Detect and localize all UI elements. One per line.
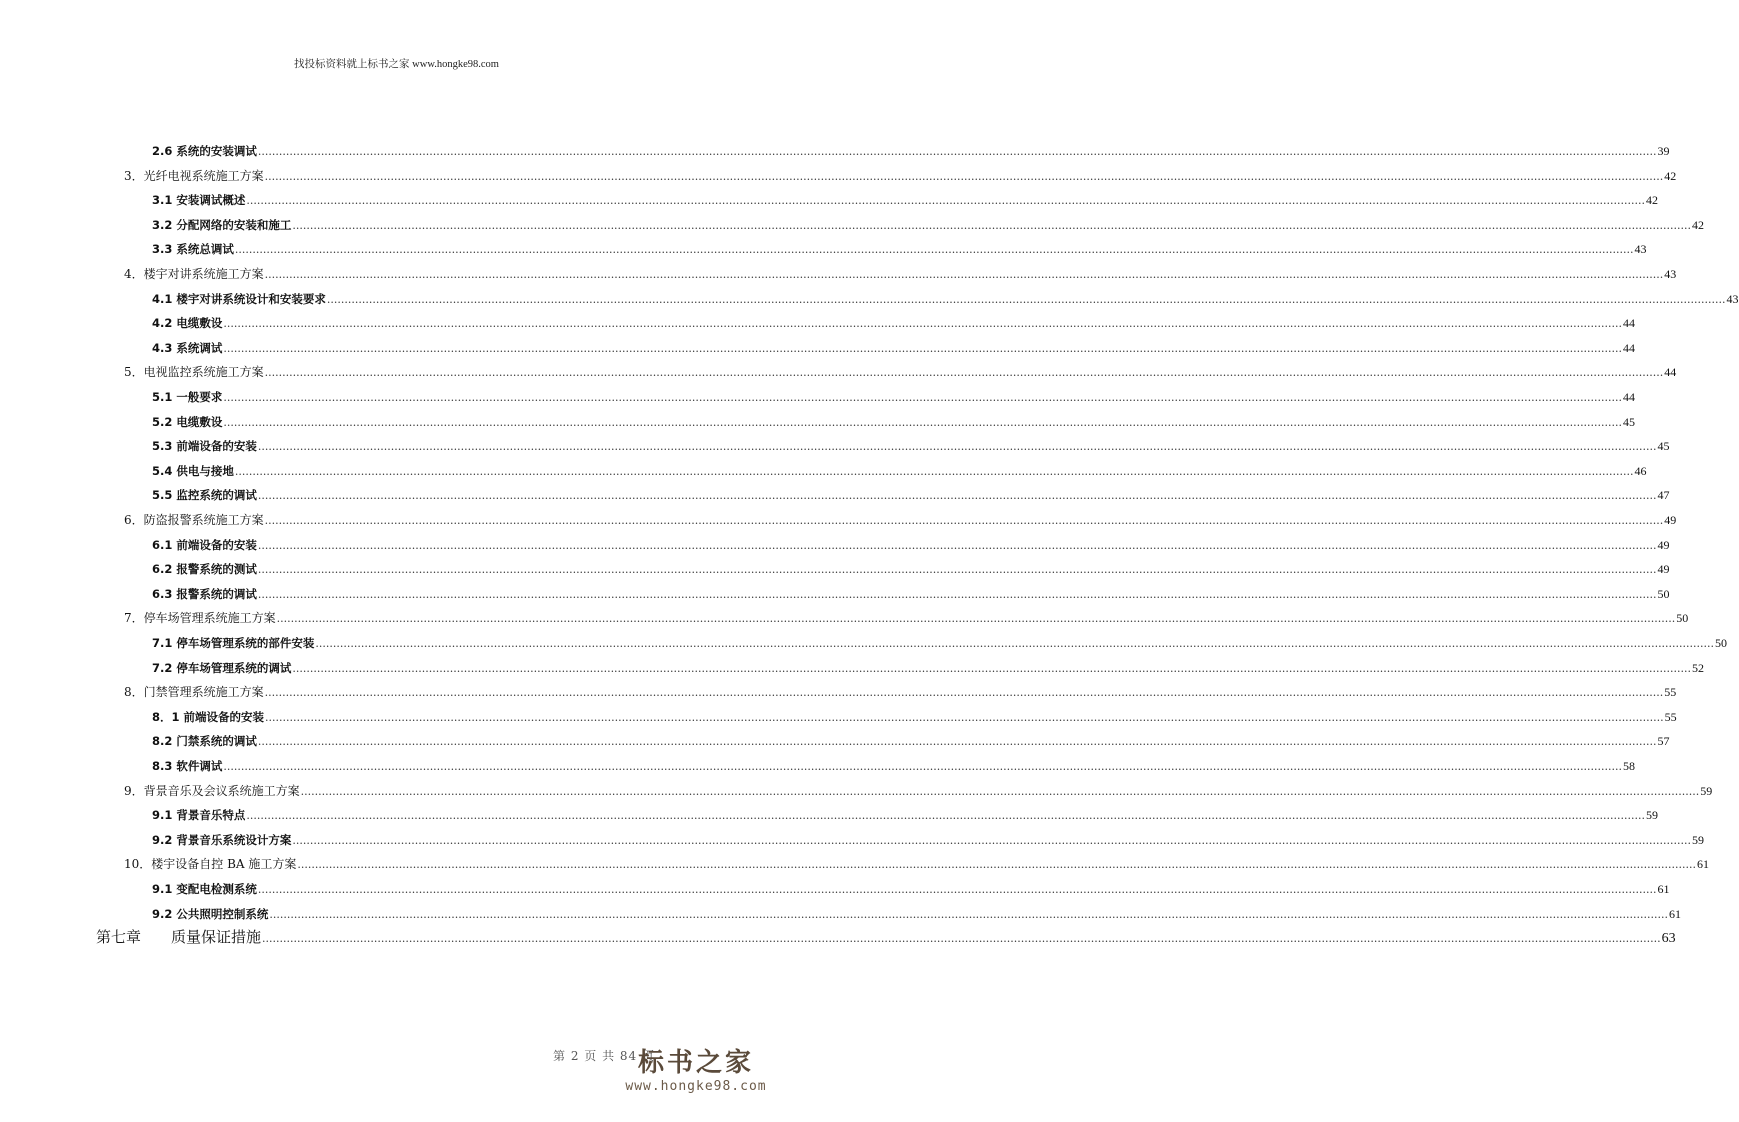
toc-leader-dots: ................................................................................................................................................................................................................................................................................................................................................................................................................	[315, 637, 1715, 650]
toc-entry[interactable]	[124, 682, 1677, 702]
toc-entry[interactable]	[152, 535, 1670, 555]
toc-entry[interactable]	[152, 239, 1647, 259]
toc-entry[interactable]	[152, 707, 1677, 727]
toc-entry[interactable]	[124, 854, 1710, 874]
toc-entry-page: 50	[1676, 611, 1689, 626]
toc-entry[interactable]	[124, 264, 1677, 284]
toc-entry-page: 57	[1657, 734, 1670, 749]
toc-entry[interactable]	[124, 608, 1689, 628]
toc-entry-page: 43	[1726, 291, 1739, 306]
toc-leader-dots: ................................................................................................................................................................................................................................................................................................................................................................................................................	[326, 292, 1726, 306]
toc-entry-page: 47	[1657, 488, 1670, 503]
toc-leader-dots: ................................................................................................................................................................................................................................................................................................................................................................................................................	[223, 317, 1623, 331]
toc-entry-page: 50	[1715, 636, 1728, 650]
toc-leader-dots: ................................................................................................................................................................................................................................................................................................................................................................................................................	[300, 784, 1700, 798]
toc-entry-title: 9.2 公共照明控制系统	[152, 906, 269, 921]
toc-entry-page: 59	[1700, 783, 1713, 798]
toc-entry-page: 49	[1664, 513, 1677, 527]
toc-entry[interactable]	[152, 633, 1728, 653]
toc-entry[interactable]	[152, 461, 1647, 481]
toc-leader-dots: ................................................................................................................................................................................................................................................................................................................................................................................................................	[257, 440, 1657, 454]
toc-leader-dots: ................................................................................................................................................................................................................................................................................................................................................................................................................	[262, 932, 1661, 946]
toc-entry-title: 4．楼宇对讲系统施工方案	[124, 267, 264, 281]
toc-entry[interactable]	[124, 781, 1713, 801]
toc-entry-title: 8.2 门禁系统的调试	[152, 734, 257, 749]
toc-entry[interactable]	[152, 485, 1670, 505]
toc-entry-page: 61	[1669, 906, 1682, 921]
toc-entry[interactable]	[152, 289, 1739, 309]
toc-entry[interactable]	[152, 756, 1636, 776]
toc-leader-dots: ................................................................................................................................................................................................................................................................................................................................................................................................................	[292, 661, 1692, 675]
toc-entry-page: 42	[1664, 168, 1677, 183]
toc-entry-title: 10．楼宇设备自控 BA 施工方案	[124, 857, 297, 872]
toc-entry-page: 42	[1646, 193, 1659, 208]
toc-entry-page: 63	[1661, 931, 1676, 947]
toc-leader-dots: ................................................................................................................................................................................................................................................................................................................................................................................................................	[297, 858, 1697, 872]
toc-entry-title: 8．1 前端设备的安装	[152, 709, 265, 724]
toc-entry-page: 49	[1657, 537, 1670, 552]
toc-leader-dots: ................................................................................................................................................................................................................................................................................................................................................................................................................	[264, 686, 1664, 700]
toc-entry-title: 9.2 背景音乐系统设计方案	[152, 832, 292, 847]
toc-entry[interactable]	[152, 559, 1670, 579]
toc-entry-title: 5.5 监控系统的调试	[152, 488, 257, 503]
toc-entry-title: 9．背景音乐及会议系统施工方案	[124, 783, 300, 798]
toc-entry-page: 59	[1692, 832, 1705, 847]
toc-entry-page: 43	[1664, 267, 1677, 281]
toc-entry-page: 44	[1623, 390, 1636, 404]
toc-leader-dots: ................................................................................................................................................................................................................................................................................................................................................................................................................	[292, 833, 1692, 847]
toc-leader-dots: ................................................................................................................................................................................................................................................................................................................................................................................................................	[257, 563, 1657, 577]
toc-leader-dots: ................................................................................................................................................................................................................................................................................................................................................................................................................	[264, 268, 1664, 281]
toc-entry[interactable]	[152, 879, 1670, 899]
toc-entry-page: 58	[1623, 759, 1636, 773]
toc-leader-dots: ................................................................................................................................................................................................................................................................................................................................................................................................................	[246, 809, 1646, 823]
toc-entry-title: 7.1 停车场管理系统的部件安装	[152, 636, 315, 650]
toc-entry-page: 52	[1692, 660, 1705, 675]
toc-entry-title: 5.1 一般要求	[152, 390, 223, 404]
toc-entry[interactable]	[152, 830, 1705, 850]
toc-leader-dots: ................................................................................................................................................................................................................................................................................................................................................................................................................	[234, 243, 1634, 257]
toc-entry-title: 5．电视监控系统施工方案	[124, 365, 264, 380]
toc-entry-title: 4.3 系统调试	[152, 340, 223, 355]
toc-leader-dots: ................................................................................................................................................................................................................................................................................................................................................................................................................	[269, 907, 1669, 921]
toc-entry-page: 44	[1623, 340, 1636, 355]
toc-entry[interactable]	[96, 925, 1676, 949]
toc-entry-title: 8.3 软件调试	[152, 759, 223, 773]
toc-entry[interactable]	[152, 904, 1682, 924]
toc-leader-dots: ................................................................................................................................................................................................................................................................................................................................................................................................................	[257, 489, 1657, 503]
toc-entry[interactable]	[152, 141, 1670, 161]
toc-entry-page: 46	[1634, 463, 1647, 478]
toc-leader-dots: ................................................................................................................................................................................................................................................................................................................................................................................................................	[223, 415, 1623, 429]
toc-entry-title: 3.2 分配网络的安装和施工	[152, 217, 292, 232]
toc-entry-title: 5.4 供电与接地	[152, 463, 234, 478]
toc-entry-title: 6．防盗报警系统施工方案	[124, 513, 264, 527]
toc-entry-page: 43	[1634, 242, 1647, 257]
toc-entry-title: 第七章 质量保证措施	[96, 928, 262, 947]
toc-leader-dots: ................................................................................................................................................................................................................................................................................................................................................................................................................	[257, 538, 1657, 552]
toc-entry-title: 9.1 背景音乐特点	[152, 808, 246, 823]
toc-entry[interactable]	[152, 190, 1659, 210]
toc-entry-page: 45	[1623, 414, 1636, 429]
toc-entry[interactable]	[152, 215, 1705, 235]
toc-leader-dots: ................................................................................................................................................................................................................................................................................................................................................................................................................	[257, 145, 1657, 158]
toc-entry-title: 7.2 停车场管理系统的调试	[152, 660, 292, 675]
toc-entry-page: 44	[1623, 316, 1636, 331]
toc-entry-page: 61	[1657, 882, 1670, 896]
toc-entry-title: 8．门禁管理系统施工方案	[124, 685, 264, 700]
toc-entry-page: 45	[1657, 439, 1670, 454]
toc-entry[interactable]	[124, 362, 1677, 382]
toc-entry-page: 59	[1646, 808, 1659, 823]
toc-leader-dots: ................................................................................................................................................................................................................................................................................................................................................................................................................	[234, 464, 1634, 478]
toc-entry-page: 55	[1664, 685, 1677, 700]
toc-entry-title: 6.3 报警系统的调试	[152, 586, 257, 601]
toc-leader-dots: ................................................................................................................................................................................................................................................................................................................................................................................................................	[223, 760, 1623, 773]
toc-entry[interactable]	[152, 584, 1670, 604]
toc-entry[interactable]	[152, 805, 1659, 825]
toc-leader-dots: ................................................................................................................................................................................................................................................................................................................................................................................................................	[223, 341, 1623, 355]
toc-entry-title: 7．停车场管理系统施工方案	[124, 611, 276, 626]
toc-entry-page: 42	[1692, 217, 1705, 232]
toc-leader-dots: ................................................................................................................................................................................................................................................................................................................................................................................................................	[257, 735, 1657, 749]
toc-leader-dots: ................................................................................................................................................................................................................................................................................................................................................................................................................	[264, 169, 1664, 183]
toc-leader-dots: ................................................................................................................................................................................................................................................................................................................................................................................................................	[276, 612, 1676, 626]
toc-entry-page: 61	[1697, 857, 1710, 872]
toc-entry-title: 2.6 系统的安装调试	[152, 144, 257, 158]
toc-entry-title: 4.2 电缆敷设	[152, 316, 223, 331]
toc-entry-title: 9.1 变配电检测系统	[152, 882, 257, 896]
toc-entry-page: 44	[1664, 365, 1677, 380]
toc-entry[interactable]	[152, 436, 1670, 456]
logo-url: www.hongke98.com	[625, 1079, 767, 1094]
toc-entry[interactable]	[124, 510, 1677, 530]
toc-entry-title: 3.1 安装调试概述	[152, 193, 246, 208]
toc-entry-title: 4.1 楼宇对讲系统设计和安装要求	[152, 291, 326, 306]
toc-entry[interactable]	[152, 313, 1636, 333]
toc-entry[interactable]	[152, 731, 1670, 751]
toc-entry-title: 5.3 前端设备的安装	[152, 439, 257, 454]
toc-leader-dots: ................................................................................................................................................................................................................................................................................................................................................................................................................	[257, 587, 1657, 601]
toc-entry-page: 39	[1657, 144, 1670, 158]
toc-entry-title: 3.3 系统总调试	[152, 242, 234, 257]
page-number-footer: 第 2 页 共 84 页	[553, 1049, 655, 1063]
toc-entry[interactable]	[152, 412, 1636, 432]
toc-entry-page: 50	[1657, 586, 1670, 601]
toc-leader-dots: ................................................................................................................................................................................................................................................................................................................................................................................................................	[264, 514, 1664, 527]
toc-leader-dots: ................................................................................................................................................................................................................................................................................................................................................................................................................	[223, 391, 1623, 404]
toc-leader-dots: ................................................................................................................................................................................................................................................................................................................................................................................................................	[265, 710, 1664, 724]
toc-entry-page: 49	[1657, 562, 1670, 577]
toc-entry-title: 5.2 电缆敷设	[152, 414, 223, 429]
toc-entry[interactable]	[152, 387, 1636, 407]
toc-entry-title: 3．光纤电视系统施工方案	[124, 168, 264, 183]
toc-leader-dots: ................................................................................................................................................................................................................................................................................................................................................................................................................	[264, 366, 1664, 380]
toc-entry-page: 55	[1664, 709, 1677, 724]
toc-entry[interactable]	[152, 338, 1636, 358]
toc-leader-dots: ................................................................................................................................................................................................................................................................................................................................................................................................................	[246, 194, 1646, 208]
toc-entry[interactable]	[152, 658, 1705, 678]
brand-logo	[611, 1048, 781, 1108]
toc-entry-title: 6.1 前端设备的安装	[152, 537, 257, 552]
toc-entry[interactable]	[124, 166, 1677, 186]
logo-title: 标书之家	[637, 1048, 754, 1078]
toc-leader-dots: ................................................................................................................................................................................................................................................................................................................................................................................................................	[257, 883, 1657, 896]
toc-leader-dots: ................................................................................................................................................................................................................................................................................................................................................................................................................	[292, 218, 1692, 232]
toc-entry-title: 6.2 报警系统的测试	[152, 562, 257, 577]
page-header: 找投标资料就上标书之家 www.hongke98.com	[294, 59, 499, 70]
